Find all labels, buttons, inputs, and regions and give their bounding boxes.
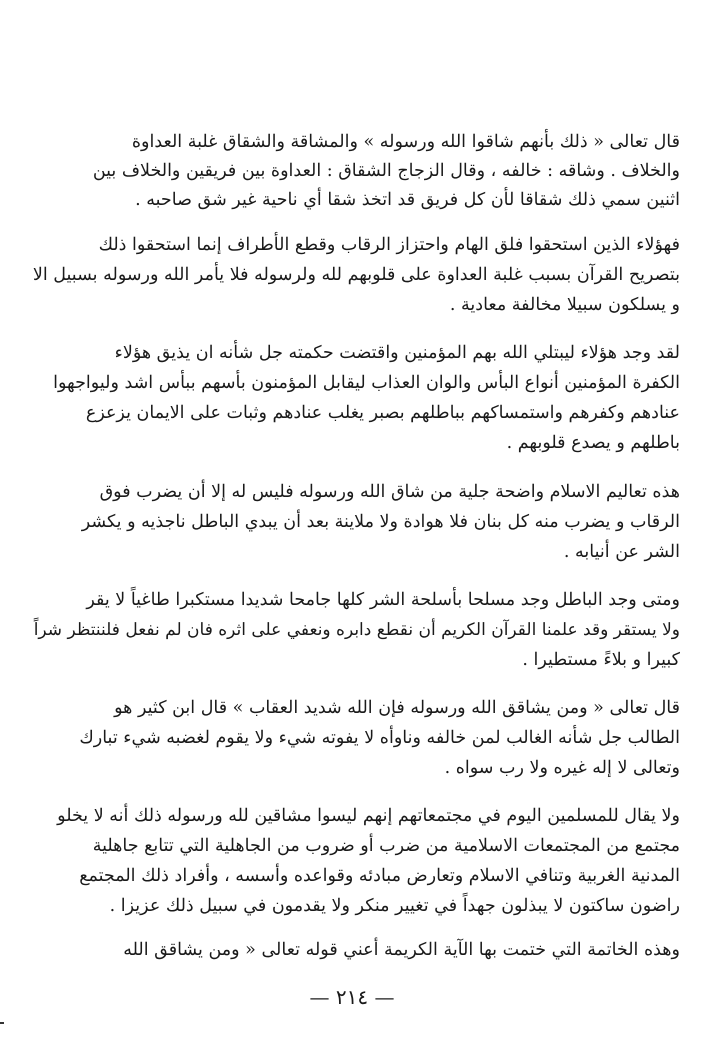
text-line: و يسلكون سبيلا مخالفة معادية . [449, 295, 680, 315]
text-line: راضون ساكتون لا يبذلون جهداً في تغيير منكر ولا يقدمون في سبيل ذلك عزيزا . [109, 896, 680, 916]
text-line: الطالب جل شأنه الغالب لمن خالفه وناوأه لا يفوته شيء ولا يقوم لغضبه شيء تبارك [79, 728, 680, 748]
text-line: ولا يستقر وقد علمنا القرآن الكريم أن نقطع دابره ونعفي على اثره فان لم نفعل فلننتظر شراً [33, 620, 680, 640]
text-line: الرقاب و يضرب منه كل بنان فلا هوادة ولا ملاينة بعد أن يبدي الباطل ناجذيه و يكشر [81, 512, 680, 532]
page-number: — ٢١٤ — [309, 985, 395, 1009]
text-line: باطلهم و يصدع قلوبهم . [506, 433, 680, 453]
text-line: الكفرة المؤمنين أنواع البأس والوان العذاب ليقابل المؤمنون بأسهم ببأس اشد وليواجهوا [53, 373, 680, 393]
text-line: اثنين سمي ذلك شقاقا لأن كل فريق قد اتخذ شقا أي ناحية غير شق صاحبه . [135, 190, 680, 210]
text-line: ومتى وجد الباطل وجد مسلحا بأسلحة الشر كلها جامحا شديدا مستكبرا طاغياً لا يقر [86, 590, 680, 610]
text-line: وتعالى لا إله غيره ولا رب سواه . [444, 758, 680, 778]
text-line: ولا يقال للمسلمين اليوم في مجتمعاتهم إنهم ليسوا مشاقين لله ورسوله ذلك أنه لا يخلو [57, 806, 680, 826]
text-line: قال تعالى « ذلك بأنهم شاقوا الله ورسوله » والمشاقة والشقاق غلبة العداوة [131, 132, 680, 152]
text-line: بتصريح القرآن بسبب غلبة العداوة على قلوبهم لله ولرسوله فلا يأمر الله ورسوله بسبيل الا [32, 265, 680, 285]
text-line: مجتمع من المجتمعات الاسلامية من ضرب أو ضروب من الجاهلية التي تتابع جاهلية [92, 836, 680, 856]
text-line: والخلاف . وشاقه : خالفه ، وقال الزجاج الشقاق : العداوة بين فريقين والخلاف بين [92, 161, 680, 181]
text-line: لقد وجد هؤلاء ليبتلي الله بهم المؤمنين واقتضت حكمته جل شأنه ان يذيق هؤلاء [114, 343, 680, 363]
text-line: الشر عن أنيابه . [563, 542, 680, 562]
text-line: وهذه الخاتمة التي ختمت بها الآية الكريمة أعني قوله تعالى « ومن يشاقق الله [123, 940, 680, 960]
text-line: عنادهم وكفرهم واستمساكهم بباطلهم بصبر يغلب عنادهم وثبات على الايمان يزعزع [85, 403, 680, 423]
text-line: المدنية الغربية وتنافي الاسلام وتعارض مبادئه وقواعده وأسسه ، وأفراد ذلك المجتمع [79, 866, 680, 886]
scan-edge-mark [0, 1022, 4, 1024]
text-line: قال تعالى « ومن يشاقق الله ورسوله فإن الله شديد العقاب » قال ابن كثير هو [114, 698, 680, 718]
text-line: هذه تعاليم الاسلام واضحة جلية من شاق الله ورسوله فليس له إلا أن يضرب فوق [99, 482, 680, 502]
text-line: كبيرا و بلاءً مستطيرا . [522, 650, 680, 670]
text-line: فهؤلاء الذين استحقوا فلق الهام واحتزاز الرقاب وقطع الأطراف إنما استحقوا ذلك [98, 235, 680, 255]
